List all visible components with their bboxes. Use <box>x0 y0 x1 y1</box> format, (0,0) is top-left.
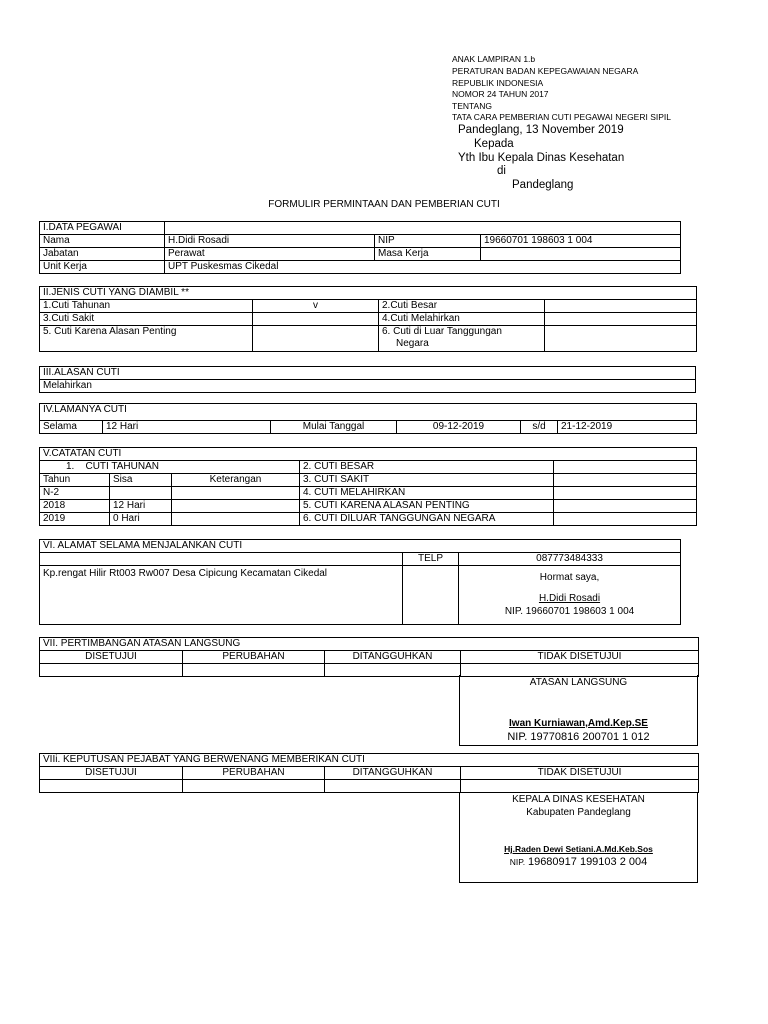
telp-value: 087773484333 <box>459 553 681 566</box>
atasan-name: Iwan Kurniawan,Amd.Kep.SE <box>509 718 648 729</box>
unit-kerja-value: UPT Puskesmas Cikedal <box>165 261 681 274</box>
cuti-luar-tanggungan-label-cont: Negara <box>396 338 429 349</box>
sampai-tanggal-value: 21-12-2019 <box>558 421 697 434</box>
table-row <box>40 513 697 526</box>
atasan-nip: NIP. 19770816 200701 1 012 <box>507 731 650 743</box>
pemohon-nip: NIP. 19660701 198603 1 004 <box>504 606 635 617</box>
col-perubahan: PERUBAHAN <box>183 651 325 664</box>
row-tahun: N-2 <box>40 487 110 500</box>
cuti-tahunan-heading: CUTI TAHUNAN <box>85 461 159 472</box>
col-tahun: Tahun <box>40 474 110 487</box>
row-sisa <box>110 487 172 500</box>
atasan-signature-box <box>459 675 698 746</box>
section-keputusan-pejabat <box>39 753 699 793</box>
header-line: TATA CARA PEMBERIAN CUTI PEGAWAI NEGERI SIPIL <box>452 112 671 122</box>
mulai-tanggal-label: Mulai Tanggal <box>271 421 397 434</box>
section-alamat-cuti <box>39 539 681 625</box>
col-ditangguhkan: DITANGGUHKAN <box>325 651 461 664</box>
col-disetujui: DISETUJUI <box>40 651 183 664</box>
sd-label: s/d <box>521 421 558 434</box>
catatan-right-label: 5. CUTI KARENA ALASAN PENTING <box>300 500 554 513</box>
addressee-di: di <box>497 165 506 177</box>
addressee-kepada: Kepada <box>474 138 514 150</box>
col-tidak-disetujui: TIDAK DISETUJUI <box>461 651 699 664</box>
section-heading: VII. PERTIMBANGAN ATASAN LANGSUNG <box>40 638 699 651</box>
kepala-role: KEPALA DINAS KESEHATAN <box>512 794 645 805</box>
cuti-tahunan-label: 1.Cuti Tahunan <box>40 300 253 313</box>
catatan-right-label: 6. CUTI DILUAR TANGGUNGAN NEGARA <box>300 513 554 526</box>
col-ditangguhkan: DITANGGUHKAN <box>325 767 461 780</box>
header-line: PERATURAN BADAN KEPEGAWAIAN NEGARA <box>452 66 639 76</box>
nama-value: H.Didi Rosadi <box>165 235 375 248</box>
selama-label: Selama <box>40 421 103 434</box>
catatan-right-label: 2. CUTI BESAR <box>300 461 554 474</box>
unit-kerja-label: Unit Kerja <box>40 261 165 274</box>
row-tahun: 2019 <box>40 513 110 526</box>
masa-kerja-label: Masa Kerja <box>375 248 481 261</box>
kepala-nip: 19680917 199103 2 004 <box>527 856 648 868</box>
col-disetujui: DISETUJUI <box>40 767 183 780</box>
header-line: TENTANG <box>452 101 492 111</box>
col-tidak-disetujui: TIDAK DISETUJUI <box>461 767 699 780</box>
row-tahun: 2018 <box>40 500 110 513</box>
addressee-city: Pandeglang <box>512 179 574 191</box>
alasan-cuti-value: Melahirkan <box>40 380 696 393</box>
alamat-value: Kp.rengat Hilir Rt003 Rw007 Desa Cipicung Kecamatan Cikedal <box>40 566 403 625</box>
table-row <box>40 500 697 513</box>
nip-value: 19660701 198603 1 004 <box>481 235 681 248</box>
form-title: FORMULIR PERMINTAAN DAN PEMBERIAN CUTI <box>268 199 500 210</box>
section-data-pegawai <box>39 221 681 274</box>
jabatan-label: Jabatan <box>40 248 165 261</box>
cuti-tahunan-num: 1. <box>66 461 75 472</box>
section-lamanya-cuti <box>39 403 697 434</box>
pemohon-name: H.Didi Rosadi <box>538 593 601 604</box>
section-alasan-cuti <box>39 366 696 393</box>
cuti-melahirkan-label: 4.Cuti Melahirkan <box>379 313 545 326</box>
catatan-right-label: 4. CUTI MELAHIRKAN <box>300 487 554 500</box>
section-heading: I.DATA PEGAWAI <box>40 222 165 235</box>
cuti-alasan-penting-label: 5. Cuti Karena Alasan Penting <box>40 326 253 352</box>
atasan-role: ATASAN LANGSUNG <box>529 677 628 688</box>
kepala-signature-box <box>459 792 698 883</box>
section-heading: VIIi. KEPUTUSAN PEJABAT YANG BERWENANG MEMBERIKAN CUTI <box>40 754 699 767</box>
section-pertimbangan-atasan <box>39 637 699 677</box>
addressee-yth: Yth Ibu Kepala Dinas Kesehatan <box>458 152 625 164</box>
header-line: NOMOR 24 TAHUN 2017 <box>452 89 549 99</box>
section-heading: IV.LAMANYA CUTI <box>40 404 697 421</box>
row-sisa: 0 Hari <box>110 513 172 526</box>
cuti-tahunan-mark: v <box>253 300 379 313</box>
section-heading: III.ALASAN CUTI <box>40 367 696 380</box>
section-jenis-cuti <box>39 286 697 352</box>
row-sisa: 12 Hari <box>110 500 172 513</box>
row-ket <box>172 513 300 526</box>
catatan-right-label: 3. CUTI SAKIT <box>300 474 554 487</box>
cuti-besar-label: 2.Cuti Besar <box>379 300 545 313</box>
kepala-name: Hj.Raden Dewi Setiani.A.Md.Keb.Sos <box>504 844 653 854</box>
masa-kerja-value <box>481 248 681 261</box>
letter-date: Pandeglang, 13 November 2019 <box>458 124 624 136</box>
section-heading: V.CATATAN CUTI <box>40 448 697 461</box>
section-heading: II.JENIS CUTI YANG DIAMBIL ** <box>40 287 697 300</box>
nip-label: NIP <box>375 235 481 248</box>
table-row <box>40 487 697 500</box>
row-ket <box>172 487 300 500</box>
col-sisa: Sisa <box>110 474 172 487</box>
jabatan-value: Perawat <box>165 248 375 261</box>
col-keterangan: Keterangan <box>172 474 300 487</box>
cuti-sakit-label: 3.Cuti Sakit <box>40 313 253 326</box>
telp-label: TELP <box>403 553 459 566</box>
kepala-region: Kabupaten Pandeglang <box>526 807 631 818</box>
row-ket <box>172 500 300 513</box>
kepala-nip-label: NIP. <box>509 857 526 867</box>
mulai-tanggal-value: 09-12-2019 <box>397 421 521 434</box>
section-catatan-cuti <box>39 447 697 526</box>
cuti-luar-tanggungan-label: 6. Cuti di Luar Tanggungan <box>382 326 502 337</box>
col-perubahan: PERUBAHAN <box>183 767 325 780</box>
hormat-saya: Hormat saya, <box>539 572 600 583</box>
header-line: REPUBLIK INDONESIA <box>452 78 544 88</box>
header-line: ANAK LAMPIRAN 1.b <box>452 54 536 64</box>
nama-label: Nama <box>40 235 165 248</box>
selama-value: 12 Hari <box>103 421 271 434</box>
section-heading: VI. ALAMAT SELAMA MENJALANKAN CUTI <box>40 540 681 553</box>
